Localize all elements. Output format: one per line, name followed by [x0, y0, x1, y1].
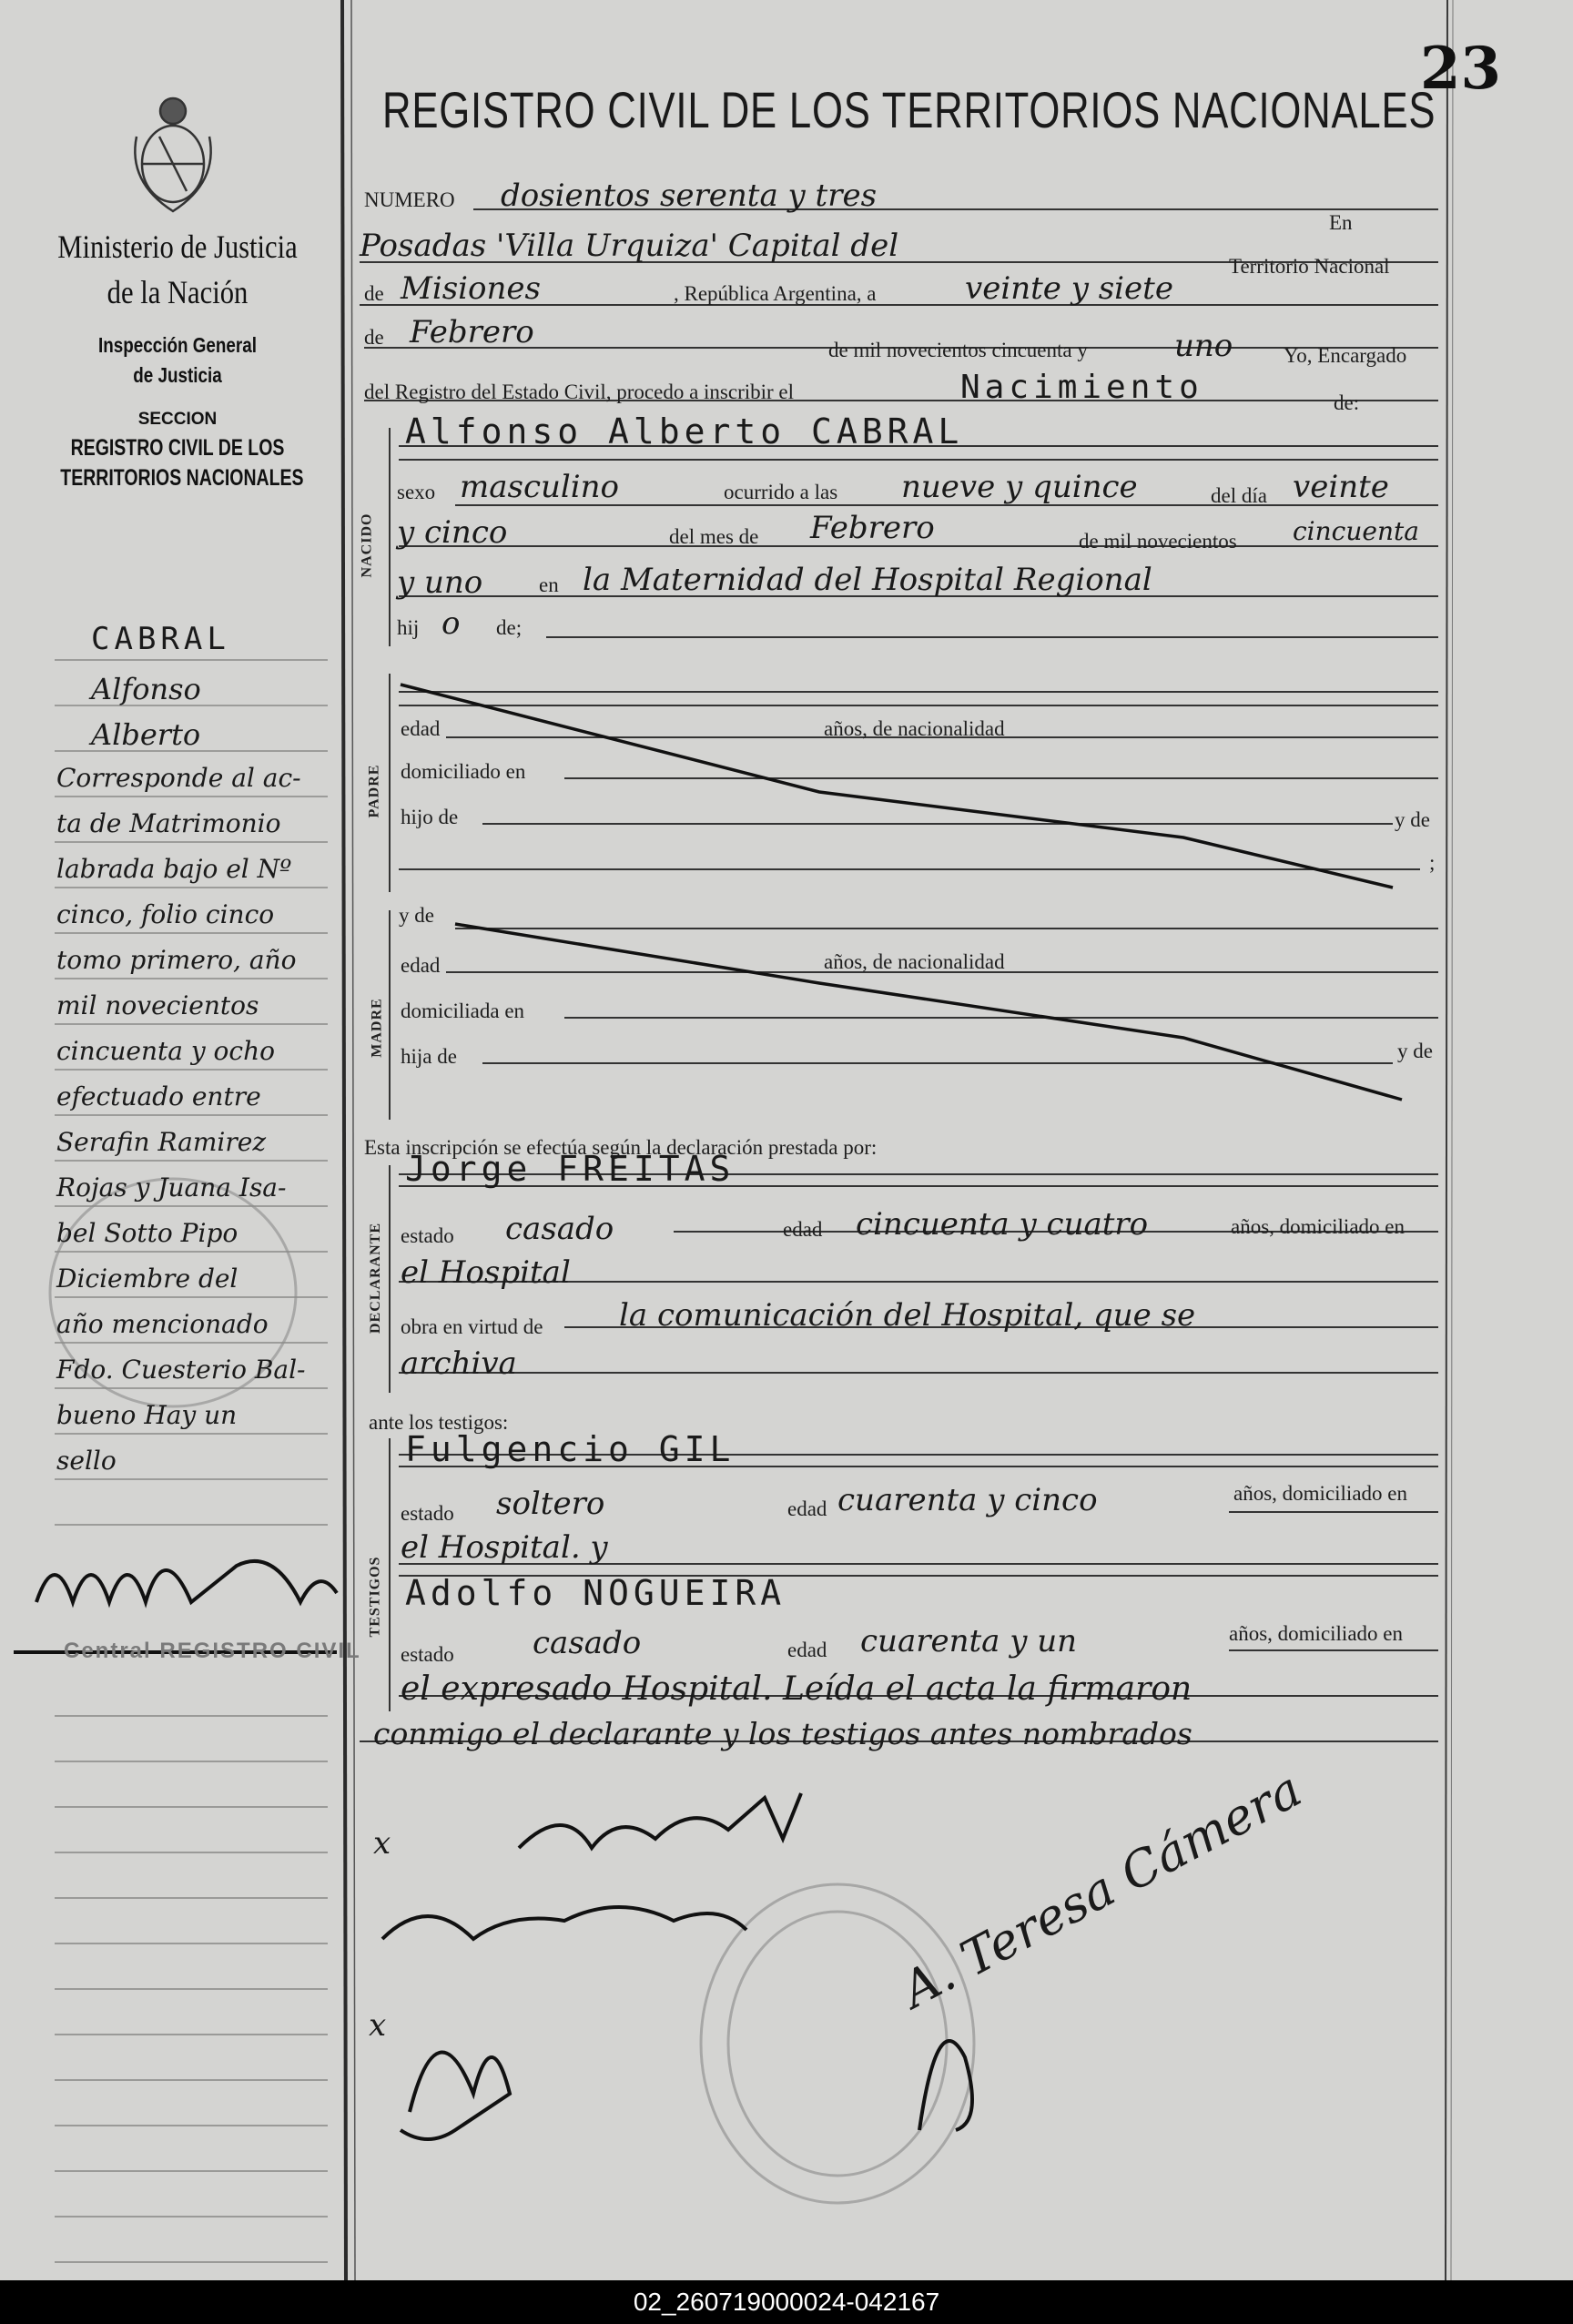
year-label: de mil novecientos cincuenta y [828, 339, 1088, 361]
margin-note-line: Rojas y Juana Isa- [56, 1172, 287, 1203]
anio-value-2: y uno [397, 564, 483, 601]
madre-anios-label: años, de nacionalidad [824, 950, 1005, 973]
sexo-value: masculino [460, 469, 620, 505]
declarante-obra-label: obra en virtud de [401, 1315, 543, 1338]
ministry-header [27, 228, 328, 492]
padre-edad-label: edad [401, 717, 441, 740]
republica-label: , República Argentina, a [674, 282, 877, 305]
testigo-1-edad-value: cuarenta y cinco [837, 1482, 1098, 1518]
inspeccion-line-2: de Justicia [133, 363, 222, 387]
declarante-anios-label: años, domiciliado en [1231, 1215, 1405, 1238]
ocurrido-label: ocurrido a las [724, 481, 838, 503]
dia-value: veinte [1293, 469, 1389, 505]
padre-anios-label: años, de nacionalidad [824, 717, 1005, 740]
testigo-2-name: Adolfo NOGUEIRA [405, 1573, 786, 1613]
stamp-text: Central REGISTRO CIVIL [64, 1639, 361, 1663]
madre-yde-label: y de [1397, 1040, 1433, 1062]
margin-note-line: cinco, folio cinco [56, 899, 275, 929]
ministry-line-1: Ministerio de Justicia [57, 228, 298, 265]
signature-mark-1: x [373, 1825, 391, 1862]
margin-surname: CABRAL [91, 621, 230, 657]
del-dia-label: del día [1211, 484, 1267, 507]
coat-of-arms-icon [135, 98, 210, 211]
mil-label: de mil novecientos [1079, 530, 1237, 553]
hij-label: hij [397, 616, 420, 639]
declarante-obra-value: la comunicación del Hospital, que se [619, 1297, 1196, 1334]
margin-note-line: Diciembre del [56, 1263, 238, 1294]
dia-value-2: y cinco [397, 514, 508, 551]
margin-note-line: sello [56, 1446, 117, 1476]
encargado-label: Yo, Encargado [1284, 344, 1407, 367]
margin-note-line: bel Sotto Pipo [56, 1218, 238, 1248]
margin-note-line: tomo primero, año [56, 945, 297, 975]
de-label-2: de [364, 326, 384, 349]
month-value: Febrero [410, 314, 534, 350]
testigo-1-domicilio-value: el Hospital. y [401, 1529, 608, 1566]
territory-value: Misiones [401, 270, 541, 307]
madre-domiciliada-label: domiciliada en [401, 1000, 525, 1022]
margin-note-line: mil novecientos [56, 990, 259, 1020]
closing-line-2: conmigo el declarante y los testigos antes nombrados [373, 1716, 1192, 1751]
declarante-estado-label: estado [401, 1224, 454, 1247]
de-colon-label: de: [1334, 391, 1360, 414]
testigo-1-estado-label: estado [401, 1502, 454, 1525]
mes-value: Febrero [810, 510, 935, 546]
testigos-intro: ante los testigos: [369, 1411, 509, 1434]
numero-label: NUMERO [364, 188, 455, 211]
testigos-side-label: TESTIGOS [367, 1556, 383, 1638]
testigo-1-edad-label: edad [787, 1497, 827, 1520]
margin-note-line: labrada bajo el Nº [56, 854, 292, 884]
encargada-signature: A. Teresa Cámera [892, 1760, 1311, 2019]
declarante-estado-value: casado [505, 1211, 614, 1247]
testigo-2-edad-label: edad [787, 1639, 827, 1661]
registrant-name: Alfonso Alberto CABRAL [405, 411, 964, 452]
margin-given-name-2: Alberto [91, 717, 201, 752]
declarante-obra-value-2: archiva [401, 1345, 517, 1382]
testigo-2-estado-label: estado [401, 1643, 454, 1666]
margin-note-line: cincuenta y ocho [56, 1036, 275, 1066]
declarante-intro: Esta inscripción se efectúa según la declaración prestada por: [364, 1136, 878, 1159]
sexo-label: sexo [397, 481, 436, 503]
madre-hija-label: hija de [401, 1045, 457, 1068]
padre-yde-label: y de [1395, 808, 1430, 831]
testigo-2-estado-value: casado [533, 1625, 642, 1661]
testigo-2-anios-label: años, domiciliado en [1229, 1622, 1403, 1645]
de-label: de [364, 282, 384, 305]
seccion-label: SECCION [137, 410, 218, 429]
testigo-1-estado-value: soltero [496, 1486, 605, 1522]
testigo-1-name: Fulgencio GIL [405, 1429, 736, 1469]
territorio-label: Territorio Nacional [1229, 255, 1390, 278]
declarante-edad-value: cincuenta y cuatro [856, 1206, 1149, 1243]
numero-value: dosientos serenta y tres [501, 178, 878, 214]
margin-note-line: Fdo. Cuesterio Bal- [56, 1355, 306, 1385]
declarante-side-label: DECLARANTE [368, 1222, 384, 1335]
padre-hijo-label: hijo de [401, 806, 459, 828]
de-semicolon-label: de; [496, 616, 523, 639]
madre-side-label: MADRE [369, 998, 385, 1058]
padre-domiciliado-label: domiciliado en [401, 760, 526, 783]
declarante-edad-label: edad [783, 1218, 823, 1241]
page-number: 23 [1420, 35, 1502, 103]
en-label: En [1329, 211, 1353, 234]
place-value: Posadas 'Villa Urquiza' Capital del [360, 228, 899, 264]
del-mes-label: del mes de [669, 525, 759, 548]
lugar-value: la Maternidad del Hospital Regional [583, 562, 1152, 598]
testigo-1-anios-label: años, domiciliado en [1233, 1482, 1407, 1505]
padre-semicolon: ; [1429, 851, 1436, 874]
document-id-footer: 02_260719000024-042167 [0, 2280, 1573, 2324]
year-value: uno [1174, 328, 1233, 364]
registro-label: del Registro del Estado Civil, procedo a inscribir el [364, 381, 795, 403]
en-lugar-label: en [539, 573, 559, 596]
page-title: REGISTRO CIVIL DE LOS TERRITORIOS NACIONALES [382, 81, 1436, 138]
margin-note-line: Corresponde al ac- [56, 763, 301, 793]
declarante-name: Jorge FREITAS [405, 1149, 736, 1189]
seccion-line-1: REGISTRO CIVIL DE LOS [70, 435, 285, 461]
margin-note-line: año mencionado [56, 1309, 269, 1339]
signature-mark-2: x [369, 2007, 387, 2044]
madre-edad-label: edad [401, 954, 441, 977]
anio-value: cincuenta [1293, 516, 1419, 546]
hora-value: nueve y quince [901, 469, 1138, 505]
margin-note-line: Serafin Ramirez [56, 1127, 267, 1157]
margin-note-line: ta de Matrimonio [56, 808, 281, 838]
act-type-value: Nacimiento [960, 369, 1203, 406]
padre-side-label: PADRE [366, 764, 382, 818]
madre-yde-top-label: y de [399, 904, 434, 927]
margin-note-line: bueno Hay un [56, 1400, 238, 1430]
nacido-side-label: NACIDO [359, 512, 375, 578]
hij-value: o [441, 605, 461, 642]
seccion-line-2: TERRITORIOS NACIONALES [60, 465, 304, 491]
testigo-2-edad-value: cuarenta y un [860, 1623, 1078, 1659]
margin-given-name-1: Alfonso [91, 672, 201, 706]
closing-line-1: el expresado Hospital. Leída el acta la firmaron [401, 1670, 1192, 1708]
inspeccion-line-1: Inspección General [97, 333, 257, 357]
declarante-domicilio-value: el Hospital [401, 1254, 571, 1291]
day-value: veinte y siete [965, 270, 1173, 307]
ministry-line-2: de la Nación [107, 274, 249, 310]
margin-note-line: efectuado entre [56, 1081, 261, 1111]
